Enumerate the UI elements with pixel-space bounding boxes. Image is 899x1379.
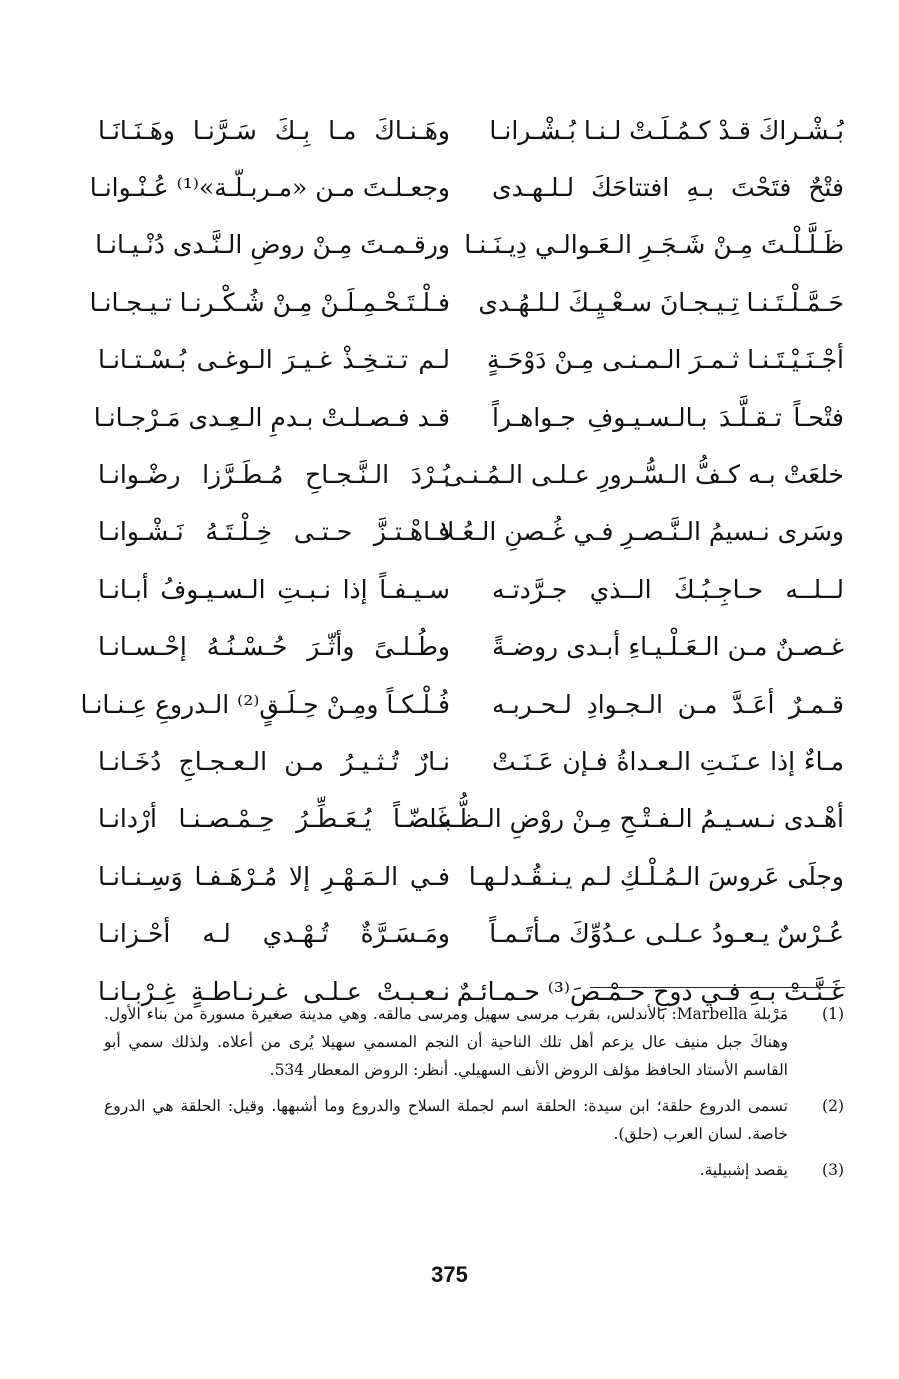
verse-second-hemistich: نـارٌ تُـثـيـرُ مـن الـعـجـاجِ دُخَـانـا: [98, 746, 450, 776]
poem-verse: [98, 446, 844, 503]
verse-second-hemistich: فـاهْـتـزَّ حـتـى خِـلْـتَـهُ نَـشْـوانـا: [98, 517, 450, 547]
poem-verse: [95, 217, 844, 274]
poem-verse: [98, 102, 844, 159]
poem-verse: [93, 389, 844, 446]
footnote: [104, 1156, 844, 1184]
poem-verse: [98, 905, 844, 962]
footnotes: [104, 1000, 844, 1192]
poem-verse: [89, 159, 844, 216]
verse-first-hemistich: خلعَتْ بـه كـفُّ الـسُّـرورِ عـلـى الـمُـنـى: [443, 460, 844, 490]
poem-verse: [80, 676, 844, 733]
verse-second-hemistich: سـيـفـاً إذا نـبـتِ الـسـيـوفُ أبـانـا: [98, 574, 450, 604]
verse-second-hemistich: قـد فـصـلـتْ بـدمِ الـعِـدى مَـرْجـانـا: [93, 402, 450, 432]
verse-second-hemistich: ورقـمـتَ مِـنْ روضِ الـنَّـدى دُنْـيـانـا: [95, 230, 450, 260]
footnote-number: (1): [822, 1005, 844, 1023]
verse-first-hemistich: لــلــه حـاجِـبُـكَ الــذي جـرَّدتـه: [492, 574, 844, 604]
page-number: 375: [431, 1262, 468, 1287]
poem-verse: [89, 274, 844, 331]
poem-verse: [98, 733, 844, 790]
poem-verse: [98, 791, 844, 848]
verse-first-hemistich: قـمـرٌ أعَـدَّ مـن الـجـوادِ لـحـربـه: [492, 689, 844, 719]
verse-second-hemistich: فـي الـمَـهْـرِ إلا مُـرْهَـفـا وَسِـنـانـا: [98, 861, 450, 891]
verse-first-hemistich: عُـرْسٌ يـعـودُ عـلـى عـدُوِّكَ مـأتَـمـاً: [489, 919, 844, 949]
footnote-number: (3): [822, 1161, 844, 1179]
verse-first-hemistich: غَـنَّـتْ بـهِ فـي دوحِ حـمْـصَ⁽³⁾ حـمـائـمٌ: [456, 976, 844, 1006]
poem-verse: [98, 848, 844, 905]
verse-second-hemistich: ومَـسَـرَّةٌ تُـهْـدي لـه أحْـزانـا: [98, 919, 450, 949]
footnote-separator: [590, 987, 845, 988]
verse-second-hemistich: لـم تـتـخِـذْ غـيـرَ الـوغـى بُـسْـتـانـا: [98, 345, 450, 375]
verse-second-hemistich: نـعـبـتْ عـلـى غـرنـاطـةٍ غِـرْبـانـا: [98, 976, 450, 1006]
footnote: [104, 1092, 844, 1148]
poem-verse: [98, 504, 844, 561]
verse-first-hemistich: وجلَى عَروسَ الـمُـلْـكِ لـم يـنـقُـدلـهـا: [468, 861, 844, 891]
verse-first-hemistich: ظَـلَّـلْـتَ مِـنْ شَـجَـرِ الـعَـوالـي دِيـنَـنـا: [464, 230, 844, 260]
verse-first-hemistich: فتْحـاً تـقـلَّـدَ بـالـسـيـوفِ جـواهـراً: [492, 402, 844, 432]
poem: [80, 102, 844, 1020]
footnote-text: تسمى الدروع حلقة؛ ابن سيدة: الحلقة اسم لجملة السلاح والدروع وما أشبهها. وقيل: الحلقة هي الدروع خاصة. لسان العرب (حلق).: [104, 1097, 788, 1143]
verse-second-hemistich: وطُـلـىً وأثّـرَ حُـسْـنُـهُ إحْـسـانـا: [98, 632, 450, 662]
verse-first-hemistich: فتْحٌ فتَحْتَ بـهِ افتتاحَكَ لـلـهـدى: [492, 173, 844, 203]
verse-first-hemistich: أجْـنَـيْـتَـنـا ثـمـرَ الـمـنـى مِـنْ دَوْحَـةٍ: [487, 345, 844, 375]
poem-verse: [98, 619, 844, 676]
verse-first-hemistich: بُـشْـراكَ قـدْ كـمُـلَـتْ لـنـا بُـشْـرانـا: [489, 115, 844, 145]
footnote-number: (2): [822, 1097, 844, 1115]
footnote: [104, 1000, 844, 1084]
verse-second-hemistich: فُـلْـكـاً ومِـنْ حِـلَـقٍ⁽²⁾ الـدروعِ عِـنـانـا: [80, 689, 450, 719]
verse-second-hemistich: بُـرْدَ الـنَّـجـاحِ مُـطَـرَّزا رضْـوانـا: [98, 460, 450, 490]
verse-first-hemistich: غـصـنٌ مـن الـعَـلْـيـاءِ أبـدى روضـةً: [492, 632, 844, 662]
verse-second-hemistich: وهَـنـاكَ مـا بِـكَ سَـرَّنـا وهَـنَـانَـا: [98, 115, 450, 145]
verse-first-hemistich: وسَرى نـسيمُ الـنَّـصـرِ فـي غُـصنِ الـعُـلا: [440, 517, 844, 547]
poem-verse: [98, 561, 844, 618]
poem-verse: [98, 332, 844, 389]
verse-second-hemistich: فـلْـتَـحْـمِـلَـنْ مِـنْ شُـكْـرنـا تـيـجـانـا: [89, 287, 450, 317]
footnote-text: مَرْبلة Marbella: بالأندلس، بقرب مرسى سهيل ومرسى مالقه. وهي مدينة صغيرة مسورة من بناء الأول. وهناكَ جبل منيف عال يزعم أهل تلك الناحية أن النجم المسمي سهيلا يُرى من أعلاه. ولذلك سمي أبو القاسم الأستاد الحافظ مؤلف الروض الأنف السهيلي. أنظر: الروض المعطار 534.: [104, 1005, 788, 1079]
verse-second-hemistich: وجعـلـتَ مـن «مـربـلّـة»⁽¹⁾ عُـنْـوانـا: [89, 173, 450, 203]
verse-first-hemistich: حَـمَّـلْـتَـنـا تِـيـجـانَ سـعْـيِـكَ لـلـهُـدى: [478, 287, 844, 317]
verse-second-hemistich: غَـضّـاً يُـعَـطِّـرُ حِـمْـصـنـا أرْدانـا: [98, 804, 450, 834]
verse-first-hemistich: أهْـدى نـسـيـمُ الـفـتْـحِ مِـنْ روْضِ الـظُّـبـا: [429, 804, 844, 834]
footnote-text: يقصد إشبيلية.: [699, 1161, 788, 1179]
verse-first-hemistich: مـاءٌ إذا عـنَـتِ الـعـداةُ فـإن عَـنَـتْ: [492, 746, 844, 776]
